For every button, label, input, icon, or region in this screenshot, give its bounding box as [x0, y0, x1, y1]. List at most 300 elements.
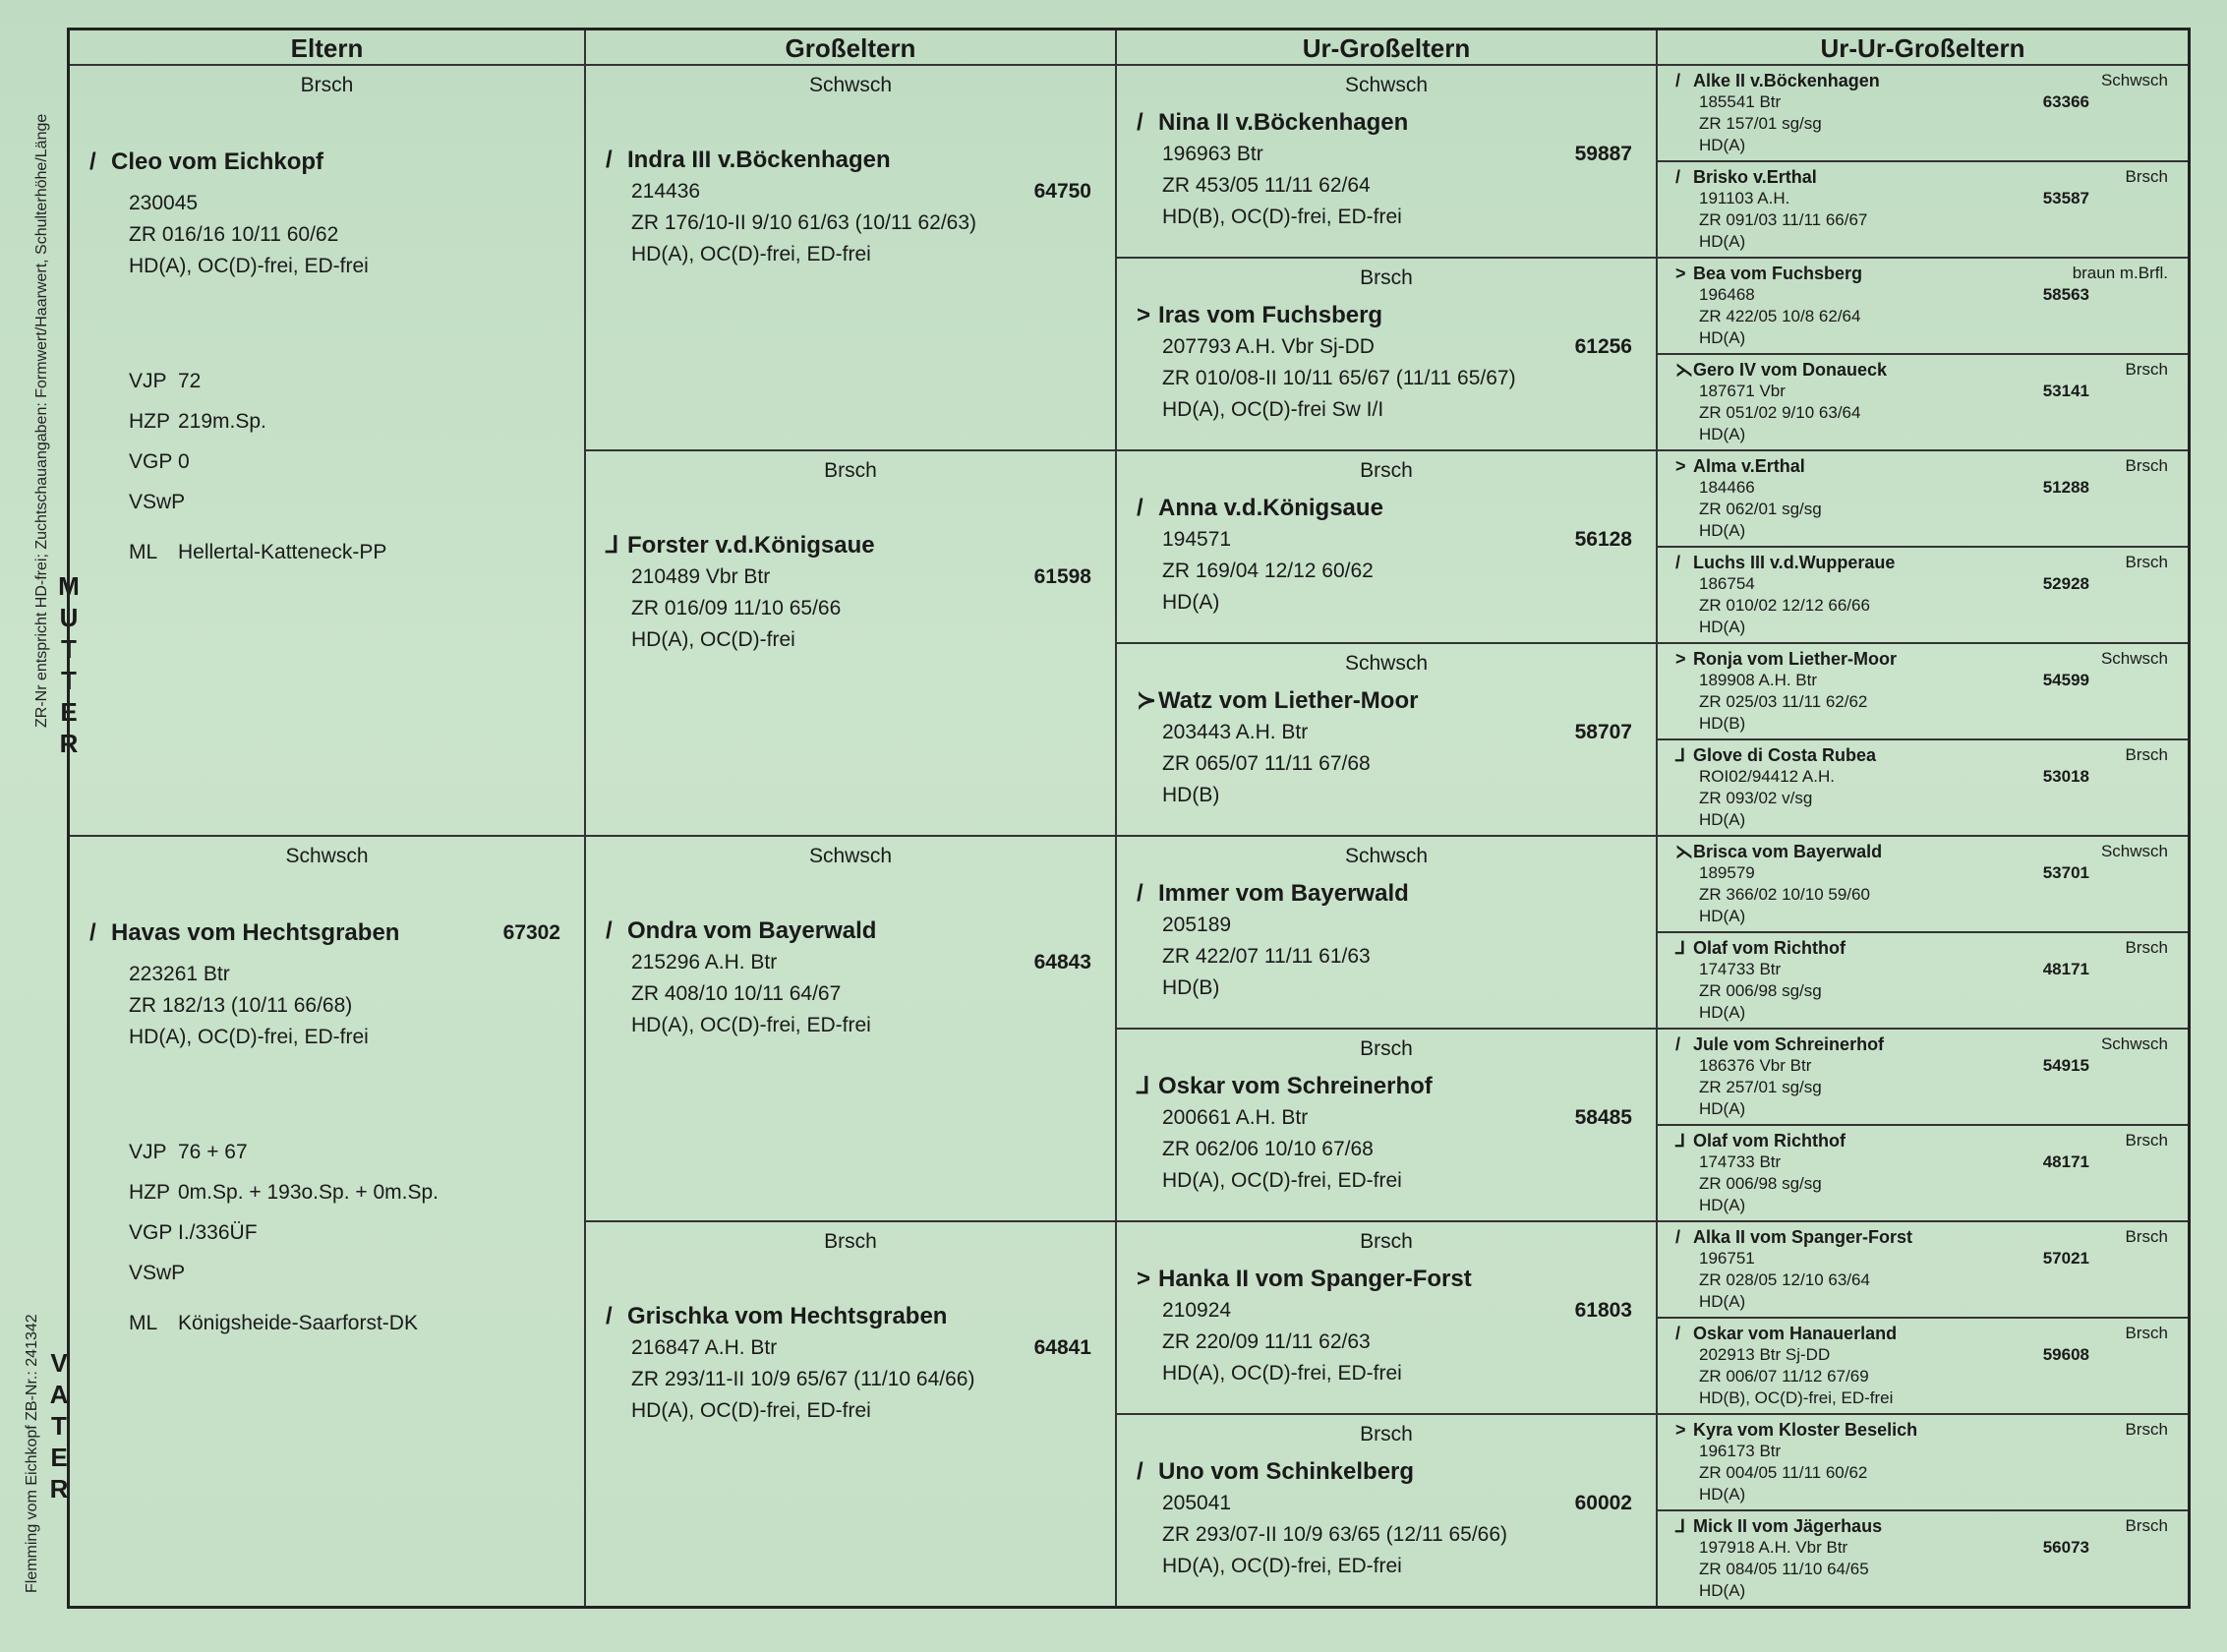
- detail-line: ZR 182/13 (10/11 66/68): [129, 994, 353, 1017]
- detail-line: ZR 016/09 11/10 65/66: [631, 597, 842, 620]
- performance-row: [129, 1172, 584, 1212]
- dog-name: [606, 1301, 1115, 1332]
- ml-key: ML: [129, 1312, 158, 1334]
- zb-number: 58485: [1574, 1106, 1632, 1129]
- dog-name-text: Watz vom Liether-Moor: [1158, 687, 1419, 714]
- zb-number: 61256: [1574, 335, 1632, 358]
- coat-color: Brsch: [2125, 1227, 2168, 1246]
- zb-number: 48171: [2042, 960, 2089, 978]
- detail-line: 196173 Btr: [1699, 1442, 1782, 1460]
- dog-name: [1137, 878, 1656, 910]
- sex-mark: /: [1675, 71, 1681, 90]
- zb-number: 59887: [1574, 143, 1632, 165]
- dog-name-text: Oskar vom Schreinerhof: [1158, 1073, 1433, 1099]
- ancestor-cell: [586, 451, 1115, 837]
- detail-line: HD(A): [1699, 232, 1746, 251]
- sex-mark: >: [1137, 1266, 1151, 1292]
- dog-entry: [1117, 1264, 1656, 1389]
- detail-line: 194571: [1162, 528, 1232, 551]
- sex-mark: /: [1137, 1458, 1143, 1485]
- detail-line: HD(B): [1162, 784, 1220, 806]
- dog-details: [1137, 910, 1656, 1004]
- dog-name: [1137, 1264, 1656, 1295]
- zb-number: 51288: [2042, 478, 2089, 497]
- dog-name: [1675, 166, 2180, 188]
- coat-color: Brsch: [2125, 1420, 2168, 1439]
- mutter-letter: E: [60, 697, 78, 727]
- great-great-grandparent-cell: [1658, 1222, 2188, 1319]
- detail-line: 230045: [129, 192, 199, 214]
- zb-number: 53141: [2042, 382, 2089, 400]
- sex-mark: ⅃: [1675, 1131, 1686, 1150]
- detail-line: 184466: [1699, 478, 1755, 497]
- zb-number: 53587: [2042, 189, 2089, 207]
- column-urgrosseltern: [1117, 30, 1658, 1606]
- dog-entry: [1117, 300, 1656, 426]
- dog-name-text: Forster v.d.Königsaue: [627, 532, 875, 559]
- ancestor-cell: [586, 837, 1115, 1222]
- great-great-grandparent-cell: [1658, 355, 2188, 451]
- detail-line: 202913 Btr Sj-DD: [1699, 1345, 1831, 1364]
- column-grosseltern: [586, 30, 1117, 1606]
- dog-entry: [1658, 1126, 2188, 1216]
- dog-entry: [1117, 878, 1656, 1004]
- dog-name: [1137, 1071, 1656, 1102]
- dog-name-text: Uno vom Schinkelberg: [1158, 1458, 1415, 1485]
- detail-line: ZR 051/02 9/10 63/64: [1699, 403, 1861, 422]
- detail-line: 205041: [1162, 1492, 1232, 1514]
- dog-name-text: Jule vom Schreinerhof: [1693, 1034, 1885, 1054]
- detail-line: HD(A), OC(D)-frei, ED-frei: [129, 1026, 369, 1048]
- detail-line: ZR 091/03 11/11 66/67: [1699, 210, 1868, 229]
- sex-mark: ⅃: [1137, 1073, 1150, 1099]
- coat-color: Brsch: [2125, 1131, 2168, 1150]
- dog-details: [1137, 331, 1656, 426]
- ancestor-cell: [1117, 259, 1656, 451]
- detail-line: HD(A), OC(D)-frei, ED-frei: [129, 255, 369, 277]
- performance-key: VGP: [129, 1221, 173, 1244]
- dog-name-text: Bea vom Fuchsberg: [1693, 264, 1863, 283]
- performance-value: 219m.Sp.: [178, 410, 266, 433]
- sex-mark: >: [1675, 264, 1686, 283]
- performance-key: VSwP: [129, 1262, 186, 1284]
- detail-line: HD(A): [1699, 328, 1746, 347]
- performance-key: VJP: [129, 1141, 167, 1163]
- dog-name-text: Anna v.d.Königsaue: [1158, 495, 1383, 521]
- detail-line: ZR 006/98 sg/sg: [1699, 981, 1822, 1000]
- great-great-grandparent-cell: [1658, 259, 2188, 355]
- dog-name-text: Olaf vom Richthof: [1693, 938, 1846, 958]
- dog-name-text: Ondra vom Bayerwald: [627, 917, 877, 944]
- detail-line: ZR 422/05 10/8 62/64: [1699, 307, 1861, 325]
- sex-mark: ⋋: [1675, 842, 1693, 861]
- parent-cell: [70, 837, 584, 1606]
- side-note-bottom: Flemming vom Eichkopf ZB-Nr.: 241342: [24, 1314, 40, 1593]
- header-grosseltern: Großeltern: [586, 30, 1115, 66]
- performance-row: [129, 1253, 584, 1293]
- dog-entry: [1658, 66, 2188, 156]
- dog-entry: [586, 915, 1115, 1041]
- great-great-grandparent-cell: [1658, 548, 2188, 644]
- dog-name: [1675, 937, 2180, 959]
- coat-color: Schwsch: [2100, 71, 2168, 89]
- detail-line: ZR 010/02 12/12 66/66: [1699, 596, 1870, 615]
- detail-line: ZR 062/01 sg/sg: [1699, 500, 1822, 518]
- dog-details: [606, 1332, 1115, 1427]
- sex-mark: /: [1675, 167, 1681, 187]
- dog-name: [1137, 493, 1656, 524]
- detail-line: HD(A): [1699, 1485, 1746, 1504]
- detail-line: 185541 Btr: [1699, 92, 1782, 111]
- detail-line: HD(A): [1699, 618, 1746, 636]
- performance-value: 0: [178, 450, 190, 473]
- sex-mark: /: [1675, 553, 1681, 572]
- detail-line: HD(A), OC(D)-frei, ED-frei: [1162, 1555, 1402, 1577]
- mutter-letter: M: [58, 571, 80, 601]
- dog-details: [89, 959, 584, 1053]
- zb-number: 64843: [1033, 951, 1091, 974]
- detail-line: 174733 Btr: [1699, 960, 1782, 978]
- header-ururgrosseltern: Ur-Ur-Großeltern: [1658, 30, 2188, 66]
- detail-line: HD(A): [1699, 1003, 1746, 1022]
- dog-name-text: Nina II v.Böckenhagen: [1158, 109, 1409, 136]
- zb-number: 67302: [502, 921, 560, 944]
- dog-name-text: Havas vom Hechtsgraben: [111, 919, 400, 946]
- coat-color: Schwsch: [1344, 74, 1429, 96]
- mutter-letter: U: [59, 603, 79, 632]
- dog-name-text: Hanka II vom Spanger-Forst: [1158, 1266, 1472, 1292]
- detail-line: 223261 Btr: [129, 963, 230, 985]
- sex-mark: ⋋: [1675, 360, 1693, 380]
- detail-line: 215296 A.H. Btr: [631, 951, 778, 974]
- detail-line: ZR 257/01 sg/sg: [1699, 1078, 1822, 1096]
- detail-line: ZR 408/10 10/11 64/67: [631, 982, 842, 1005]
- sex-mark: /: [606, 1303, 613, 1329]
- detail-line: ZR 006/98 sg/sg: [1699, 1174, 1822, 1193]
- dog-details: [606, 561, 1115, 656]
- dog-name-text: Alke II v.Böckenhagen: [1693, 71, 1880, 90]
- mutter-letter: R: [59, 729, 79, 758]
- performance-list: [70, 361, 584, 572]
- dog-name: [89, 147, 584, 178]
- sex-mark: /: [606, 917, 613, 944]
- detail-line: 187671 Vbr: [1699, 382, 1786, 400]
- zb-number: 56128: [1574, 528, 1632, 551]
- dog-name: [1675, 1419, 2180, 1441]
- dog-entry: [70, 147, 584, 282]
- dog-name-text: Brisko v.Erthal: [1693, 167, 1817, 187]
- sex-mark: /: [606, 147, 613, 173]
- sex-mark: ⅃: [1675, 1516, 1686, 1536]
- zb-number: 59608: [2042, 1345, 2089, 1364]
- detail-line: HD(A): [1699, 521, 1746, 540]
- dog-name: [1137, 107, 1656, 139]
- dog-entry: [586, 530, 1115, 656]
- coat-color: Brsch: [1360, 1230, 1413, 1253]
- dog-name: [1675, 1130, 2180, 1151]
- detail-line: ZR 062/06 10/10 67/68: [1162, 1138, 1374, 1160]
- sex-mark: ≻: [1137, 687, 1157, 714]
- performance-row: [129, 1212, 584, 1253]
- sex-mark: /: [1675, 1227, 1681, 1247]
- detail-line: ZR 093/02 v/sg: [1699, 789, 1813, 807]
- detail-line: HD(A), OC(D)-frei, ED-frei: [1162, 1362, 1402, 1385]
- dog-name: [1675, 359, 2180, 381]
- sex-mark: ⅃: [1675, 745, 1686, 765]
- detail-line: HD(A), OC(D)-frei, ED-frei: [631, 1399, 871, 1422]
- zb-number: 60002: [1574, 1492, 1632, 1514]
- dog-entry: [586, 145, 1115, 270]
- dog-name-text: Ronja vom Liether-Moor: [1693, 649, 1898, 669]
- dog-name: [606, 145, 1115, 176]
- great-great-grandparent-cell: [1658, 1415, 2188, 1511]
- performance-row: [129, 442, 584, 482]
- dog-name: [606, 915, 1115, 947]
- sex-mark: ⅃: [606, 532, 619, 559]
- vater-letter: T: [51, 1411, 67, 1441]
- zb-number: 61598: [1033, 565, 1091, 588]
- great-great-grandparent-cell: [1658, 1126, 2188, 1222]
- detail-line: ZR 422/07 11/11 61/63: [1162, 945, 1371, 968]
- coat-color: Brsch: [2125, 167, 2168, 186]
- header-eltern: Eltern: [70, 30, 584, 66]
- coat-color: Schwsch: [1344, 652, 1429, 675]
- dog-entry: [1658, 451, 2188, 542]
- detail-line: HD(A), OC(D)-frei: [631, 628, 795, 651]
- dog-name-text: Brisca vom Bayerwald: [1693, 842, 1883, 861]
- dog-details: [1137, 139, 1656, 233]
- zb-number: 64841: [1033, 1336, 1091, 1359]
- dog-entry: [1658, 933, 2188, 1024]
- zb-number: 53701: [2042, 863, 2089, 882]
- detail-line: ZR 453/05 11/11 62/64: [1162, 174, 1371, 197]
- detail-line: 191103 A.H.: [1699, 189, 1790, 207]
- dog-name-text: Alka II vom Spanger-Forst: [1693, 1227, 1913, 1247]
- dog-entry: [1658, 355, 2188, 445]
- sex-mark: ⅃: [1675, 938, 1686, 958]
- sex-mark: >: [1137, 302, 1151, 328]
- detail-line: 203443 A.H. Btr: [1162, 721, 1309, 743]
- dog-entry: [1658, 162, 2188, 253]
- detail-line: ZR 025/03 11/11 62/62: [1699, 692, 1868, 711]
- dog-entry: [1658, 1030, 2188, 1120]
- zb-number: 61803: [1574, 1299, 1632, 1322]
- great-great-grandparent-cell: [1658, 66, 2188, 162]
- performance-list: [70, 1132, 584, 1343]
- dog-name-text: Cleo vom Eichkopf: [111, 148, 324, 175]
- side-note-top: ZR-Nr entspricht HD-frei; Zuchtschauangaben: Formwert/Haarwert, Schulterhöhe/Länge: [33, 113, 50, 728]
- detail-line: 214436: [631, 180, 701, 203]
- coat-color: Schwsch: [2100, 649, 2168, 668]
- detail-line: ZR 157/01 sg/sg: [1699, 114, 1822, 133]
- detail-line: HD(A): [1699, 136, 1746, 154]
- detail-line: ZR 220/09 11/11 62/63: [1162, 1330, 1371, 1353]
- coat-color: Brsch: [1360, 459, 1413, 482]
- detail-line: HD(B), OC(D)-frei, ED-frei: [1162, 206, 1402, 228]
- detail-line: 207793 A.H. Vbr Sj-DD: [1162, 335, 1375, 358]
- detail-line: ZR 293/11-II 10/9 65/67 (11/10 64/66): [631, 1368, 975, 1390]
- detail-line: ZR 084/05 11/10 64/65: [1699, 1560, 1869, 1578]
- performance-key: VJP: [129, 370, 167, 392]
- detail-line: 210489 Vbr Btr: [631, 565, 771, 588]
- dog-name: [606, 530, 1115, 561]
- coat-color: Schwsch: [808, 74, 893, 96]
- detail-line: ZR 293/07-II 10/9 63/65 (12/11 65/66): [1162, 1523, 1508, 1546]
- dog-details: [606, 947, 1115, 1041]
- zb-number: 48171: [2042, 1152, 2089, 1171]
- dog-entry: [586, 1301, 1115, 1427]
- detail-line: HD(A), OC(D)-frei, ED-frei: [1162, 1169, 1402, 1192]
- dog-details: [606, 176, 1115, 270]
- great-great-grandparent-cell: [1658, 1030, 2188, 1126]
- mutter-letter: T: [61, 666, 77, 695]
- coat-color: Brsch: [2125, 360, 2168, 379]
- coat-color: Brsch: [2125, 1324, 2168, 1342]
- ancestor-cell: [586, 66, 1115, 451]
- detail-line: 205189: [1162, 914, 1232, 936]
- sex-mark: /: [1137, 109, 1143, 136]
- detail-line: HD(A): [1699, 425, 1746, 443]
- dog-name-text: Olaf vom Richthof: [1693, 1131, 1846, 1150]
- sex-mark: /: [1675, 1324, 1681, 1343]
- dog-name-text: Kyra vom Kloster Beselich: [1693, 1420, 1918, 1440]
- dog-name-text: Grischka vom Hechtsgraben: [627, 1303, 948, 1329]
- performance-row: [129, 401, 584, 442]
- dog-name-text: Alma v.Erthal: [1693, 456, 1805, 476]
- coat-color: Schwsch: [285, 845, 369, 867]
- dog-name-text: Oskar vom Hanauerland: [1693, 1324, 1898, 1343]
- vater-letter: R: [49, 1474, 69, 1504]
- dog-name: [1675, 744, 2180, 766]
- sex-mark: /: [89, 919, 96, 946]
- performance-row: [129, 1132, 584, 1172]
- zb-number: 53018: [2042, 767, 2089, 786]
- sex-mark: >: [1675, 649, 1686, 669]
- detail-line: 196963 Btr: [1162, 143, 1263, 165]
- zb-number: 54915: [2042, 1056, 2089, 1075]
- zb-number: 57021: [2042, 1249, 2089, 1268]
- column-eltern: [70, 30, 586, 1606]
- detail-line: HD(A): [1699, 1581, 1746, 1600]
- dog-details: [1137, 524, 1656, 619]
- great-great-grandparent-cell: [1658, 933, 2188, 1030]
- ml-row: [129, 1303, 584, 1343]
- dog-name: [1137, 685, 1656, 717]
- detail-line: ZR 010/08-II 10/11 65/67 (11/11 65/67): [1162, 367, 1516, 389]
- dog-entry: [1658, 1222, 2188, 1313]
- coat-color: braun m.Brfl.: [2072, 264, 2168, 282]
- ancestor-cell: [1117, 1222, 1656, 1415]
- zb-number: 58563: [2042, 285, 2089, 304]
- ancestor-cell: [1117, 1415, 1656, 1606]
- zb-number: 63366: [2042, 92, 2089, 111]
- ml-key: ML: [129, 541, 158, 563]
- detail-line: HD(A): [1699, 907, 1746, 925]
- dog-name: [1675, 1323, 2180, 1344]
- dog-entry: [1658, 837, 2188, 927]
- dog-name: [1137, 300, 1656, 331]
- dog-name-text: Indra III v.Böckenhagen: [627, 147, 891, 173]
- detail-line: HD(A): [1699, 1099, 1746, 1118]
- performance-key: VGP: [129, 450, 173, 473]
- performance-row: [129, 482, 584, 522]
- sex-mark: >: [1675, 456, 1686, 476]
- dog-name: [1675, 455, 2180, 477]
- dog-entry: [1117, 685, 1656, 811]
- dog-name-text: Glove di Costa Rubea: [1693, 745, 1877, 765]
- detail-line: ZR 169/04 12/12 60/62: [1162, 560, 1374, 582]
- vater-letter: V: [50, 1348, 68, 1378]
- dog-details: [1137, 717, 1656, 811]
- great-great-grandparent-cell: [1658, 451, 2188, 548]
- performance-key: HZP: [129, 410, 170, 433]
- dog-name-text: Iras vom Fuchsberg: [1158, 302, 1383, 328]
- detail-line: 200661 A.H. Btr: [1162, 1106, 1309, 1129]
- detail-line: 196751: [1699, 1249, 1755, 1268]
- dog-details: [1137, 1295, 1656, 1389]
- detail-line: 189579: [1699, 863, 1755, 882]
- dog-entry: [1117, 107, 1656, 233]
- zb-number: 64750: [1033, 180, 1091, 203]
- detail-line: ZR 016/16 10/11 60/62: [129, 223, 339, 246]
- dog-name-text: Mick II vom Jägerhaus: [1693, 1516, 1883, 1536]
- detail-line: HD(B), OC(D)-frei, ED-frei: [1699, 1388, 1894, 1407]
- detail-line: ZR 065/07 11/11 67/68: [1162, 752, 1371, 775]
- dog-name-text: Gero IV vom Donaueck: [1693, 360, 1888, 380]
- header-urgrosseltern: Ur-Großeltern: [1117, 30, 1656, 66]
- detail-line: ZR 004/05 11/11 60/62: [1699, 1463, 1868, 1482]
- dog-name: [1675, 1226, 2180, 1248]
- dog-name: [1137, 1456, 1656, 1488]
- detail-line: 216847 A.H. Btr: [631, 1336, 778, 1359]
- ancestor-cell: [1117, 1030, 1656, 1222]
- coat-color: Schwsch: [1344, 845, 1429, 867]
- detail-line: HD(B): [1699, 714, 1746, 733]
- coat-color: Brsch: [2125, 456, 2168, 475]
- great-great-grandparent-cell: [1658, 162, 2188, 259]
- detail-line: 189908 A.H. Btr: [1699, 671, 1818, 689]
- ancestor-cell: [1117, 451, 1656, 644]
- detail-line: ZR 028/05 12/10 63/64: [1699, 1270, 1870, 1289]
- performance-row: [129, 361, 584, 401]
- mutter-letter: T: [61, 634, 77, 664]
- ml-value: Königsheide-Saarforst-DK: [178, 1312, 418, 1334]
- detail-line: HD(A): [1699, 810, 1746, 829]
- zb-number: 54599: [2042, 671, 2089, 689]
- detail-line: HD(A): [1699, 1292, 1746, 1311]
- vater-letter: A: [49, 1380, 69, 1409]
- performance-value: I./336ÜF: [178, 1221, 258, 1244]
- sex-mark: /: [1137, 495, 1143, 521]
- detail-line: HD(B): [1162, 976, 1220, 999]
- coat-color: Brsch: [1360, 266, 1413, 289]
- dog-entry: [1658, 259, 2188, 349]
- coat-color: Schwsch: [808, 845, 893, 867]
- coat-color: Brsch: [824, 1230, 877, 1253]
- dog-details: [1137, 1102, 1656, 1197]
- performance-value: 76 + 67: [178, 1141, 248, 1163]
- dog-entry: [1658, 1319, 2188, 1409]
- dog-name-text: Immer vom Bayerwald: [1158, 880, 1409, 907]
- sex-mark: /: [1675, 1034, 1681, 1054]
- performance-value: 72: [178, 370, 202, 392]
- coat-color: Schwsch: [2100, 1034, 2168, 1053]
- coat-color: Brsch: [2125, 1516, 2168, 1535]
- dog-details: [89, 188, 584, 282]
- detail-line: 210924: [1162, 1299, 1232, 1322]
- dog-entry: [1658, 740, 2188, 831]
- detail-line: ROI02/94412 A.H.: [1699, 767, 1835, 786]
